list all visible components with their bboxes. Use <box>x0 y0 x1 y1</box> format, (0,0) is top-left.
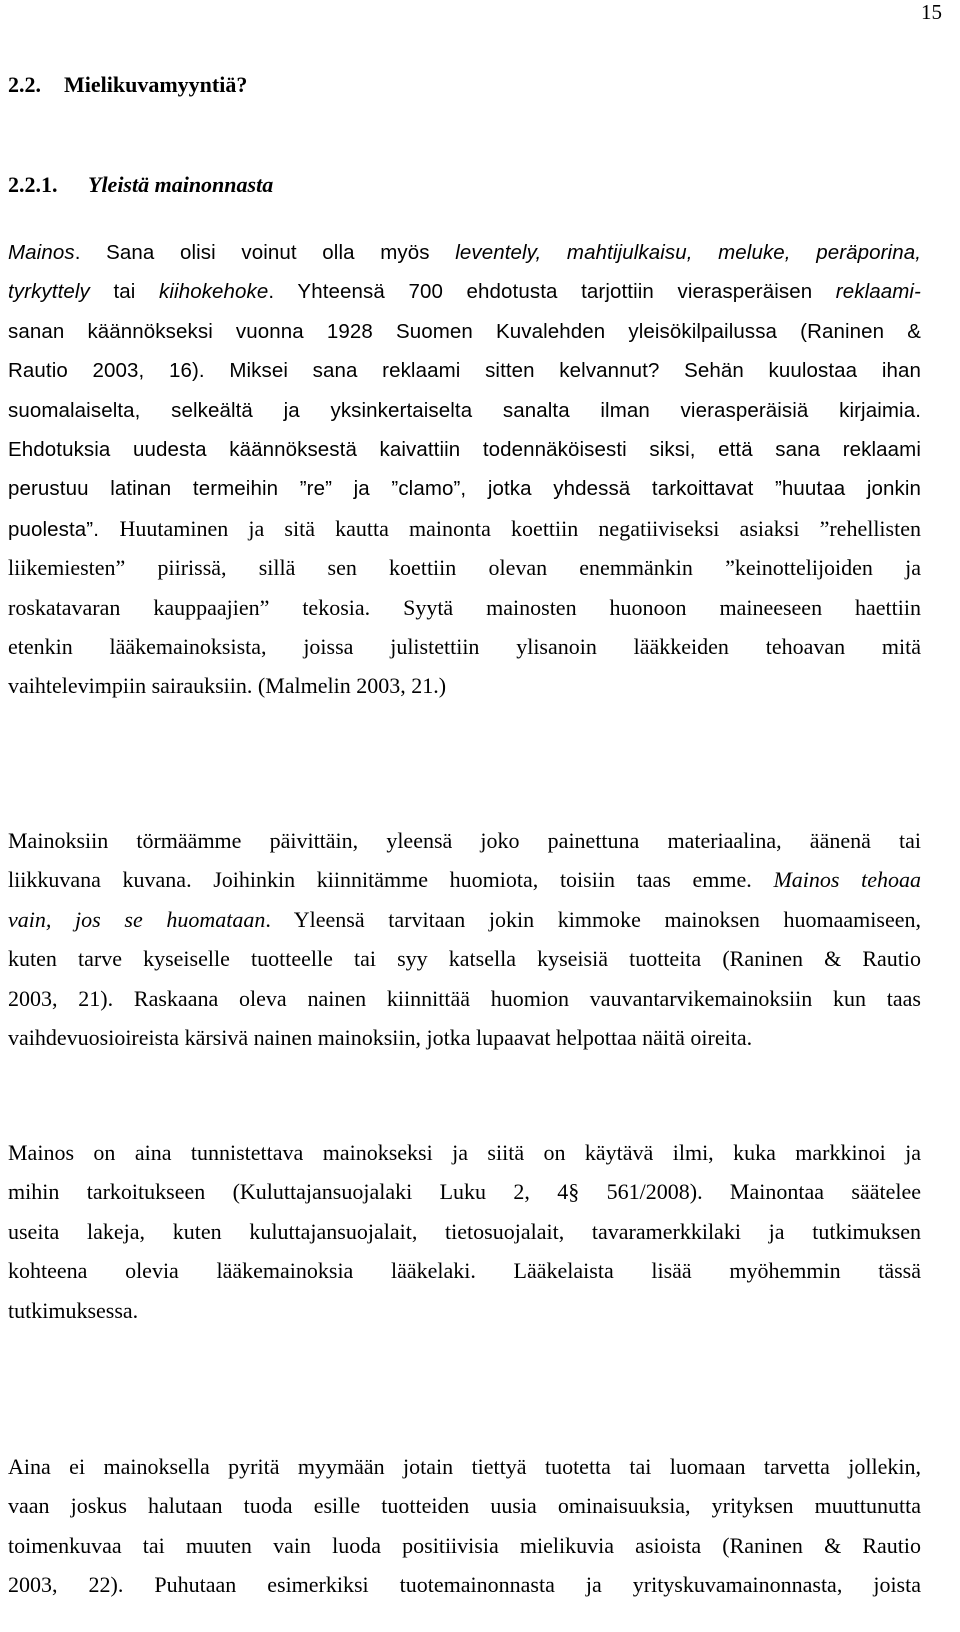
text-line: tutkimuksessa. <box>8 1297 139 1323</box>
text-line: roskatavaran kauppaajien” tekosia. Syytä mainosten huonoon maineeseen haettiin <box>8 594 921 620</box>
text-line <box>8 860 921 899</box>
text-line: toimenkuvaa tai muuten vain luoda positiivisia mielikuvia asioista (Raninen & Rautio <box>8 1532 921 1558</box>
text-line: vaan joskus halutaan tuoda esille tuotteiden uusia ominaisuuksia, yrityksen muuttunutta <box>8 1493 921 1519</box>
text-span: kiihokehoke <box>159 280 269 304</box>
text-line: kuten tarve kyseiselle tuotteelle tai syy katsella kyseisiä tuotteita (Raninen & Rautio <box>8 946 921 972</box>
text-span: . Sana olisi voinut olla myös <box>74 241 456 264</box>
text-line: sanan käännökseksi vuonna 1928 Suomen Kuvalehden yleisökilpailussa (Raninen & <box>8 319 921 343</box>
text-span: Miksei sana reklaami sitten kelvannut? Sehän kuulostaa ihan <box>229 359 921 383</box>
text-line: 2003, 21). Raskaana oleva nainen kiinnittää huomion vauvantarvikemainoksiin kun taas <box>8 985 921 1011</box>
text-line <box>8 272 921 311</box>
text-line: vaihtelevimpiin sairauksiin. (Malmelin 2003, 21.) <box>8 673 447 699</box>
text-span: Mainos <box>8 241 75 264</box>
text-span: Mainos tehoaa <box>773 867 921 893</box>
text-line: Aina ei mainoksella pyritä myymään jotain tiettyä tuotetta tai luomaan tarvetta jollekin, <box>8 1454 921 1479</box>
text-line: useita lakeja, kuten kuluttajansuojalait, tietosuojalait, tavaramerkkilaki ja tutkimuksen <box>8 1218 921 1244</box>
text-line: Ehdotuksia uudesta käännöksestä kaivattiin todennäköisesti siksi, että sana reklaami <box>8 437 921 461</box>
text-line <box>8 351 921 390</box>
subsection-heading <box>8 172 273 198</box>
text-line: etenkin lääkemainoksista, joissa julistettiin ylisanoin lääkkeiden tehoavan mitä <box>8 633 921 659</box>
text-line: perustuu latinan termeihin ”re” ja ”clamo”, jotka yhdessä tarkoittavat ”huutaa jonkin <box>8 477 921 501</box>
text-line: liikemiesten” piirissä, sillä sen koettiin olevan enemmänkin ”keinottelijoiden ja <box>8 555 921 581</box>
text-span: vain, jos se huomataan <box>8 906 266 932</box>
text-line <box>8 900 921 939</box>
text-line: Mainos on aina tunnistettava mainokseksi ja siitä on käytävä ilmi, kuka markkinoi ja <box>8 1140 921 1165</box>
text-span: leventely, mahtijulkaisu, meluke, peräporina, <box>455 241 922 264</box>
text-span: Rautio 2003, 16). <box>8 359 230 383</box>
subsection-number: 2.2.1. <box>8 172 58 197</box>
page-number: 15 <box>921 0 942 24</box>
text-span: Huutaminen ja sitä kautta mainonta koettiin negatiiviseksi asiaksi ”rehellisten <box>119 515 921 541</box>
section-number: 2.2. <box>8 72 41 97</box>
section-title: Mielikuvamyyntiä? <box>64 72 248 97</box>
text-span: puolesta”. <box>8 517 120 541</box>
text-line: Mainoksiin törmäämme päivittäin, yleensä joko painettuna materiaalina, äänenä tai <box>8 828 921 853</box>
text-line: vaihdevuosioireista kärsivä nainen mainoksiin, jotka lupaavat helpottaa näitä oireita. <box>8 1024 753 1050</box>
text-line <box>8 233 921 272</box>
subsection-title: Yleistä mainonnasta <box>88 172 274 197</box>
text-line: kohteena olevia lääkemainoksia lääkelaki. Lääkelaista lisää myöhemmin tässä <box>8 1258 921 1284</box>
paragraph-encountering-ads <box>8 821 921 1057</box>
text-span: liikkuvana kuvana. Joihinkin kiinnitämme huomiota, toisiin taas emme. <box>8 867 774 893</box>
text-line: 2003, 22). Puhutaan esimerkiksi tuotemainonnasta ja yrityskuvamainonnasta, joista <box>8 1572 921 1598</box>
text-span: tyrkyttely <box>8 280 90 304</box>
text-span: . Yleensä tarvitaan jokin kimmoke mainoksen huomaamiseen, <box>265 906 921 932</box>
text-span: tai <box>89 280 160 304</box>
text-line: suomalaiselta, selkeältä ja yksinkertaiselta sanalta ilman vierasperäisiä kirjaimia. <box>8 398 921 422</box>
text-line: mihin tarkoitukseen (Kuluttajansuojalaki Luku 2, 4§ 561/2008). Mainontaa säätelee <box>8 1179 921 1205</box>
text-line <box>8 509 921 548</box>
paragraph-advertising-history <box>8 233 921 706</box>
text-span: reklaami- <box>835 280 921 304</box>
paragraph-ad-regulation <box>8 1133 921 1330</box>
section-heading <box>8 72 247 98</box>
paragraph-ad-purposes <box>8 1447 921 1605</box>
text-span: . Yhteensä 700 ehdotusta tarjottiin vierasperäisen <box>268 280 836 304</box>
